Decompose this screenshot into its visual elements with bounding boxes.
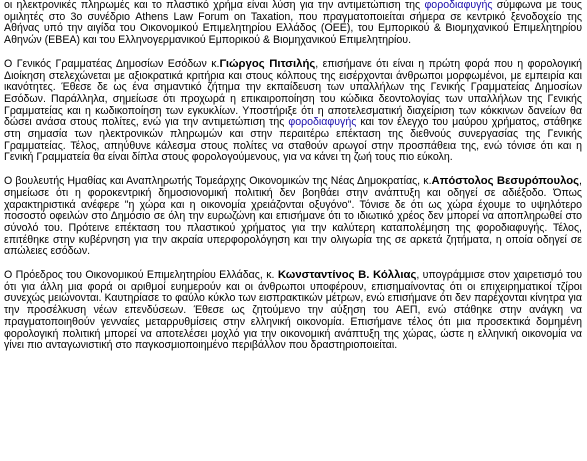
- paragraph-text: , σημείωσε ότι η φοροκεντρική δημοσιονομική πολιτική δεν βοηθάει στην ανάπτυξη και οδηγεί σε αδιέξοδο. Όπως χαρακτηριστικά ανέφερε "η χώρα και η οικονομία χρειάζονται οξυγόνο". Τόνισε δε ότι ως χώρα έχουμε το υψηλότερο ποσοστό οφειλών στο Δημόσιο σε όλη την ευρωζώνη και επισήμανε ότι το ιδιωτικό χρέος δεν μπορεί να αποπληρωθεί στο σύνολό του. Πρότεινε επέκταση του πλαστικού χρήματος για την καλύτερη καταπολέμηση της φοροδιαφυγής. Τέλος, επιτέθηκε στην κυβέρνηση για την ακραία υπερφορολόγηση και την ολιγωρία της σε αρκετά ζητήματα, η οποία οδηγεί σε απώλειες εσόδων.: [4, 175, 582, 258]
- article-body: [4, 0, 582, 364]
- tag-link-tax-evasion[interactable]: φοροδιαφυγής: [424, 0, 493, 11]
- paragraph-text: , υπογράμμισε στον χαιρετισμό του ότι για άλλη μια φορά οι αριθμοί ευημερούν και οι άνθρωποι υποφέρουν, επισημαίνοντας ότι οι επιχειρηματικοί τζίροι συνεχώς μειώνονται. Καυτηρίασε το φαύλο κύκλο των εισπρακτικών μέτρων, ενώ επισήμανε ότι δεν παρέχονται κίνητρα για την προσέλκυση νέων επενδύσεων. Έθεσε ως ζητούμενο την αύξηση του ΑΕΠ, ενώ στάθηκε στην ανάγκη να πραγματοποιηθούν γενναίες μεταρρυθμίσεις στην ελληνική οικονομία. Επισήμανε τέλος ότι μια προσεκτικά δομημένη φορολογική πολιτική μπορεί να αποτελέσει μοχλό για την οικονομική ανάπτυξη της χώρας, ώστε η ελληνική οικονομία να γίνει πιο ανταγωνιστική στο παγκοσμιοποιημένο περιβάλλον που δραστηριοποιείται.: [4, 269, 583, 352]
- paragraph-text: Ο βουλευτής Ημαθίας και Αναπληρωτής Τομεάρχης Οικονομικών της Νέας Δημοκρατίας, κ.: [4, 175, 432, 188]
- paragraph-text: και τον έλεγχο του μαύρου χρήματος, στάθηκε στη σημασία των ηλεκτρονικών πληρωμών και στην περαιτέρω επέκταση της διεθνούς συνεργασίας της Γενικής Γραμματείας. Τέλος, απηύθυνε κάλεσμα στους πολίτες να σταθούν αρωγοί στην προσπάθεια της, ενώ τόνισε ότι και η Γενική Γραμματεία θα είναι δίπλα στους φορολογούμενους, για να κάνει τη ζωή τους πιο εύκολη.: [4, 116, 582, 164]
- paragraph-text: σύμφωνα με τους ομιλητές στο 3ο συνέδριο Athens Law Forum on Taxation, που πραγματοποιείται σήμερα σε κεντρικό ξενοδοχείο της Αθήνας υπό την αιγίδα του Οικονομικού Επιμελητηρίου Ελλάδος (ΟΕΕ), του Εμπορικού & Βιομηχανικού Επιμελητηρίου Αθηνών (ΕΒΕΑ) και του Ελληνογερμανικού Εμπορικού & Βιομηχανικού Επιμελητηρίου.: [4, 0, 583, 47]
- speaker-name: Γιώργος Πιτσιλής: [219, 57, 316, 70]
- paragraph-kollias: [4, 270, 582, 352]
- paragraph-intro: [4, 0, 582, 47]
- tag-link-tax-evasion[interactable]: φοροδιαφυγής: [288, 116, 357, 129]
- paragraph-text: Ο Πρόεδρος του Οικονομικού Επιμελητηρίου Ελλάδας, κ.: [4, 269, 278, 282]
- paragraph-text: Ο Γενικός Γραμματέας Δημοσίων Εσόδων κ.: [4, 57, 220, 70]
- speaker-name: Κωνσταντίνος Β. Κόλλιας: [277, 269, 417, 282]
- paragraph-vesyropoulos: [4, 176, 582, 258]
- paragraph-text: οι ηλεκτρονικές πληρωμές και το πλαστικό χρήμα είναι λύση για την αντιμετώπιση της: [4, 0, 425, 11]
- paragraph-pitsilis: [4, 59, 582, 164]
- speaker-name: Απόστολος Βεσυρόπουλος: [431, 175, 580, 188]
- paragraph-text: , επισήμανε ότι είναι η πρώτη φορά που η φορολογική Διοίκηση στελεχώνεται με αξιοκρατικά κριτήρια και στους κόλπους της εισέρχονται άνθρωποι μορφωμένοι, με εμπειρία και ικανότητες. Έθεσε δε ως ένα σημαντικό ζήτημα την εκπαίδευση των υπαλλήλων της Γενικής Γραμματείας Δημοσίων Εσόδων. Παράλληλα, σημείωσε ότι προχωρά η επικαιροποίηση του κώδικα δεοντολογίας των υπαλλήλων της Γενικής Γραμματείας και η κωδικοποίηση των εγκυκλίων. Υποστήριξε ότι η αποτελεσματική διαχείριση των κόκκινων δανείων θα δώσει ανάσα στους πολίτες, ενώ για την αντιμετώπιση της: [4, 57, 583, 129]
